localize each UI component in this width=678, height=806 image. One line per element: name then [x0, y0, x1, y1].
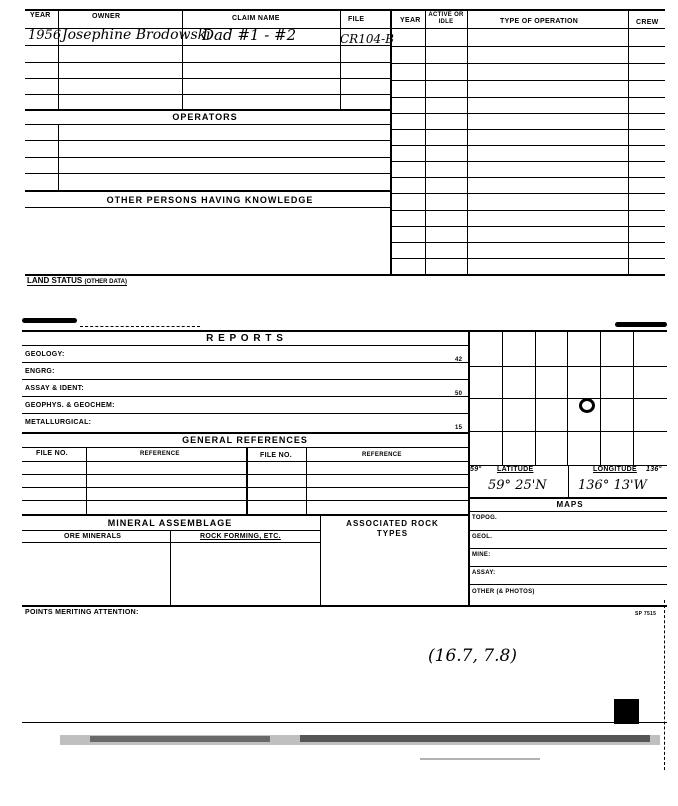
- header-active-or-idle: ACTIVE OR IDLE: [428, 12, 464, 25]
- longitude-suffix: 136°: [646, 466, 662, 473]
- rock-forming-header: ROCK FORMING, ETC.: [200, 533, 281, 540]
- land-status-subtitle: (OTHER DATA): [84, 279, 127, 285]
- points-meriting-label: POINTS MERITING ATTENTION:: [25, 609, 139, 616]
- maps-mine: MINE:: [472, 552, 491, 558]
- mineral-assemblage-heading: MINERAL ASSEMBLAGE: [107, 518, 233, 528]
- header-file: FILE: [348, 16, 365, 23]
- header-claim-name: CLAIM NAME: [232, 15, 280, 22]
- maps-geol: GEOL.: [472, 534, 493, 540]
- latitude-label: LATITUDE: [497, 466, 534, 473]
- land-status-title: LAND STATUS: [27, 276, 83, 285]
- report-engrg-label: ENGRG:: [25, 368, 55, 375]
- entry-file: CR104-B: [340, 32, 394, 46]
- land-status-label: [27, 276, 127, 286]
- maps-assay: ASSAY:: [472, 570, 496, 576]
- header-owner: OWNER: [92, 13, 121, 20]
- report-geology-label: GEOLOGY:: [25, 351, 65, 358]
- handwritten-coordinates-note: (16.7, 7.8): [428, 646, 517, 666]
- report-geology-num: 42: [455, 357, 463, 363]
- ref-file-no-2: FILE NO.: [260, 452, 292, 459]
- operators-heading: OPERATORS: [172, 112, 238, 122]
- report-assay-label: ASSAY & IDENT:: [25, 385, 85, 392]
- header-crew: CREW: [636, 19, 659, 26]
- ref-reference-2: REFERENCE: [362, 452, 402, 458]
- maps-topog: TOPOG.: [472, 515, 498, 521]
- header-type-of-operation: TYPE OF OPERATION: [500, 18, 579, 25]
- report-assay-num: 50: [455, 391, 463, 397]
- entry-owner: Josephine Brodowski: [62, 27, 211, 43]
- latitude-value: 59° 25'N: [488, 478, 547, 493]
- entry-claim-name: Dad #1 - #2: [202, 26, 297, 44]
- longitude-label: LONGITUDE: [593, 466, 637, 473]
- associated-rock-types-heading: ASSOCIATED ROCK TYPES: [346, 519, 439, 538]
- longitude-value: 136° 13'W: [578, 478, 647, 493]
- ore-minerals-header: ORE MINERALS: [64, 533, 122, 540]
- header-year-right: YEAR: [400, 17, 421, 24]
- form-number: SP 7515: [635, 611, 657, 617]
- report-metallurgical-label: METALLURGICAL:: [25, 419, 92, 426]
- header-year: YEAR: [30, 12, 51, 19]
- general-references-heading: GENERAL REFERENCES: [182, 435, 308, 445]
- report-geophys-label: GEOPHYS. & GEOCHEM:: [25, 402, 115, 409]
- other-persons-heading: OTHER PERSONS HAVING KNOWLEDGE: [106, 195, 314, 205]
- reports-heading: R E P O R T S: [206, 333, 284, 344]
- ref-file-no-1: FILE NO.: [36, 450, 68, 457]
- report-metallurgical-num: 15: [455, 425, 463, 431]
- latitude-prefix: 59°: [470, 466, 482, 473]
- location-marker: [579, 398, 595, 413]
- entry-year: 1956: [28, 28, 62, 43]
- ref-reference-1: REFERENCE: [140, 451, 180, 457]
- maps-heading: MAPS: [556, 500, 584, 509]
- maps-other: OTHER (& PHOTOS): [472, 589, 535, 595]
